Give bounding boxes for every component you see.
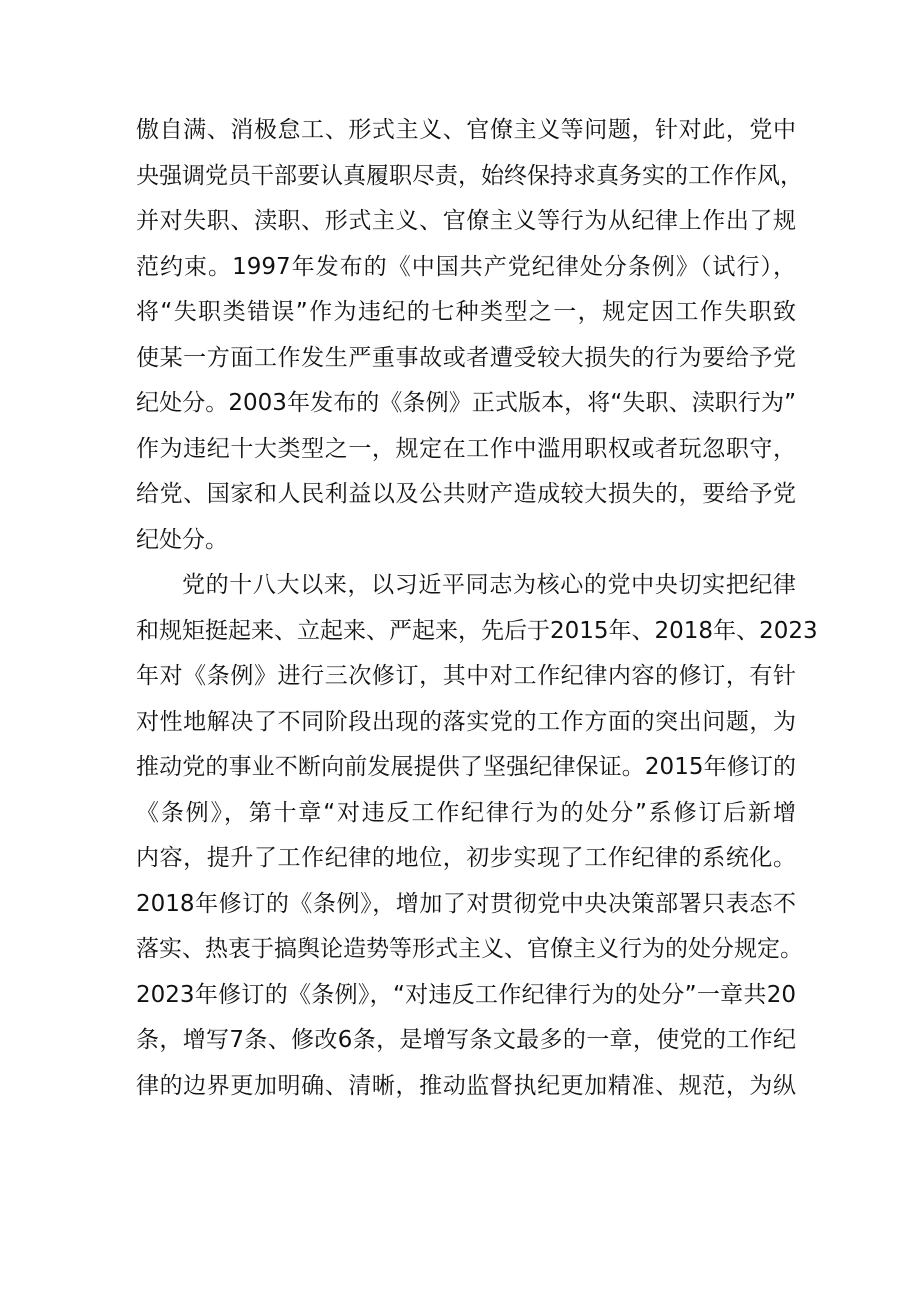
text-line: 将“失职类错误”作为违纪的七种类型之一，规定因工作失职致 (136, 299, 796, 325)
text-line: 党的十八大以来，以习近平同志为核心的党中央切实把纪律 (182, 572, 796, 598)
text-line: 傲自满、消极怠工、形式主义、官僚主义等问题，针对此，党中 (136, 117, 796, 143)
text-line: 条，增写7条、修改6条，是增写条文最多的一章，使党的工作纪 (136, 1027, 796, 1053)
paragraph (136, 563, 818, 1109)
text-line: 央强调党员干部要认真履职尽责，始终保持求真务实的工作作风， (136, 162, 803, 189)
text-line: 落实、热衷于搞舆论造势等形式主义、官僚主义行为的处分规定。 (136, 936, 803, 962)
text-line: 使某一方面工作发生严重事故或者遭受较大损失的行为要给予党 (136, 344, 796, 371)
text-line: 和规矩挺起来、立起来、严起来，先后于2015年、2018年、2023 (136, 617, 818, 644)
text-line: 并对失职、渎职、形式主义、官僚主义等行为从纪律上作出了规 (136, 208, 796, 234)
text-line: 给党、国家和人民利益以及公共财产造成较大损失的，要给予党 (136, 481, 796, 507)
body-text (136, 108, 818, 1109)
text-line: 推动党的事业不断向前发展提供了坚强纪律保证。2015年修订的 (136, 754, 796, 780)
text-line: 对性地解决了不同阶段出现的落实党的工作方面的突出问题，为 (136, 708, 796, 735)
text-line: 2018年修订的《条例》，增加了对贯彻党中央决策部署只表态不 (136, 890, 796, 917)
text-line: 律的边界更加明确、清晰，推动监督执纪更加精准、规范，为纵 (136, 1072, 796, 1099)
paragraph (136, 108, 803, 563)
text-line: 内容，提升了工作纪律的地位，初步实现了工作纪律的系统化。 (136, 845, 796, 871)
text-line: 纪处分。 (136, 526, 228, 553)
text-line: 2023年修订的《条例》，“对违反工作纪律行为的处分”一章共20 (136, 981, 796, 1008)
text-line: 《条例》，第十章“对违反工作纪律行为的处分”系修订后新增 (136, 799, 796, 826)
text-line: 年对《条例》进行三次修订，其中对工作纪律内容的修订，有针 (136, 663, 796, 689)
text-line: 纪处分。2003年发布的《条例》正式版本，将“失职、渎职行为” (136, 390, 796, 416)
text-line: 作为违纪十大类型之一，规定在工作中滥用职权或者玩忽职守， (136, 435, 796, 462)
text-line: 范约束。1997年发布的《中国共产党纪律处分条例》（试行）， (136, 253, 796, 280)
